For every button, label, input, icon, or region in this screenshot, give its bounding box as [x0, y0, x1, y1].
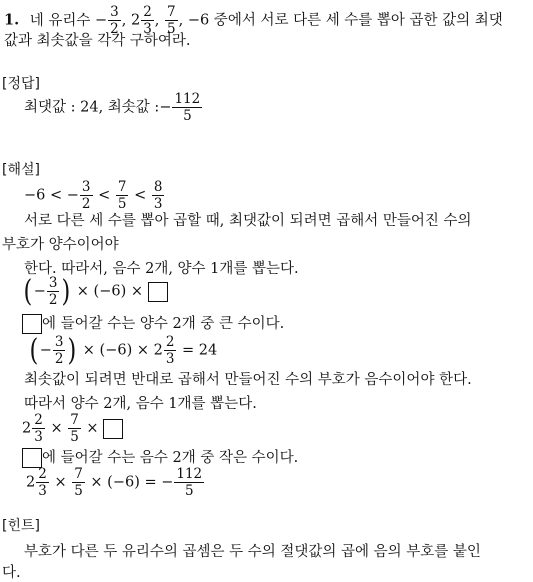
- problem-text: −6 중에서 서로 다른 세 수를 뽑아 곱한 값의 최댓: [187, 12, 503, 29]
- minus-sign: −: [95, 12, 108, 29]
- solution-text: 부호가 양수이어야: [2, 237, 119, 253]
- solution-text: 서로 다른 세 수를 뽑아 곱할 때, 최댓값이 되려면 곱해서 만들어진 수의: [24, 213, 472, 229]
- solution-header: [해설]: [2, 162, 40, 178]
- answer-line: 최댓값 : 24, 최솟값 :− $\frac{112}{5}$: [24, 91, 201, 125]
- problem-line-2: 값과 최솟값을 각각 구하여라.: [4, 33, 191, 49]
- problem-text: 네 유리수: [29, 12, 91, 29]
- fraction: $\frac{3}{2}$: [110, 4, 119, 38]
- blank-box: [148, 282, 168, 302]
- mixed-whole: 2: [130, 12, 141, 29]
- answer-header: [정답]: [2, 76, 40, 92]
- solution-line: 에 들어갈 수는 음수 2개 중 작은 수이다.: [22, 448, 298, 468]
- hint-text: 부호가 다른 두 유리수의 곱셈은 두 수의 절댓값의 곱에 음의 부호를 붙인: [24, 544, 481, 560]
- solution-text: 따라서 양수 2개, 음수 1개를 뽑는다.: [24, 396, 257, 412]
- problem-line-1: 1. 네 유리수 − $\frac{3}{2}$ , 2 $\frac{2}{3}$ , $\frac{7}{5}$ , −6 중에서 서로 다른 세 수를 뽑아 곱한 값의 최댓: [4, 4, 503, 38]
- fraction: $\frac{2}{3}$: [143, 4, 152, 38]
- inequality: −6 < − $\frac{3}{2}$ < $\frac{7}{5}$ < $\frac{8}{3}$: [24, 179, 163, 213]
- fraction: $\frac{112}{5}$: [174, 91, 201, 125]
- blank-box: [22, 314, 42, 334]
- hint-header: [힌트]: [2, 518, 40, 534]
- expression-3: 2 $\frac{2}{3}$ × $\frac{7}{5}$ ×: [22, 413, 123, 444]
- expression-2: (− $\frac{3}{2}$ ) × (−6) × 2 $\frac{2}{3}$ = 24: [29, 332, 218, 368]
- solution-line: 에 들어갈 수는 양수 2개 중 큰 수이다.: [22, 314, 284, 334]
- solution-text: 한다. 따라서, 음수 2개, 양수 1개를 뽑는다.: [24, 261, 299, 277]
- expression-1: (− $\frac{3}{2}$ ) × (−6) ×: [22, 276, 168, 307]
- blank-box: [22, 448, 42, 468]
- blank-box: [103, 419, 123, 439]
- solution-text: 최솟값이 되려면 반대로 곱해서 만들어진 수의 부호가 음수이어야 한다.: [24, 372, 472, 388]
- expression-4: 2 $\frac{2}{3}$ × $\frac{7}{5}$ × (−6) = − $\frac{112}{5}$: [26, 466, 203, 500]
- fraction: $\frac{7}{5}$: [167, 4, 176, 38]
- problem-number: 1.: [4, 11, 20, 29]
- hint-text: 다.: [2, 565, 21, 581]
